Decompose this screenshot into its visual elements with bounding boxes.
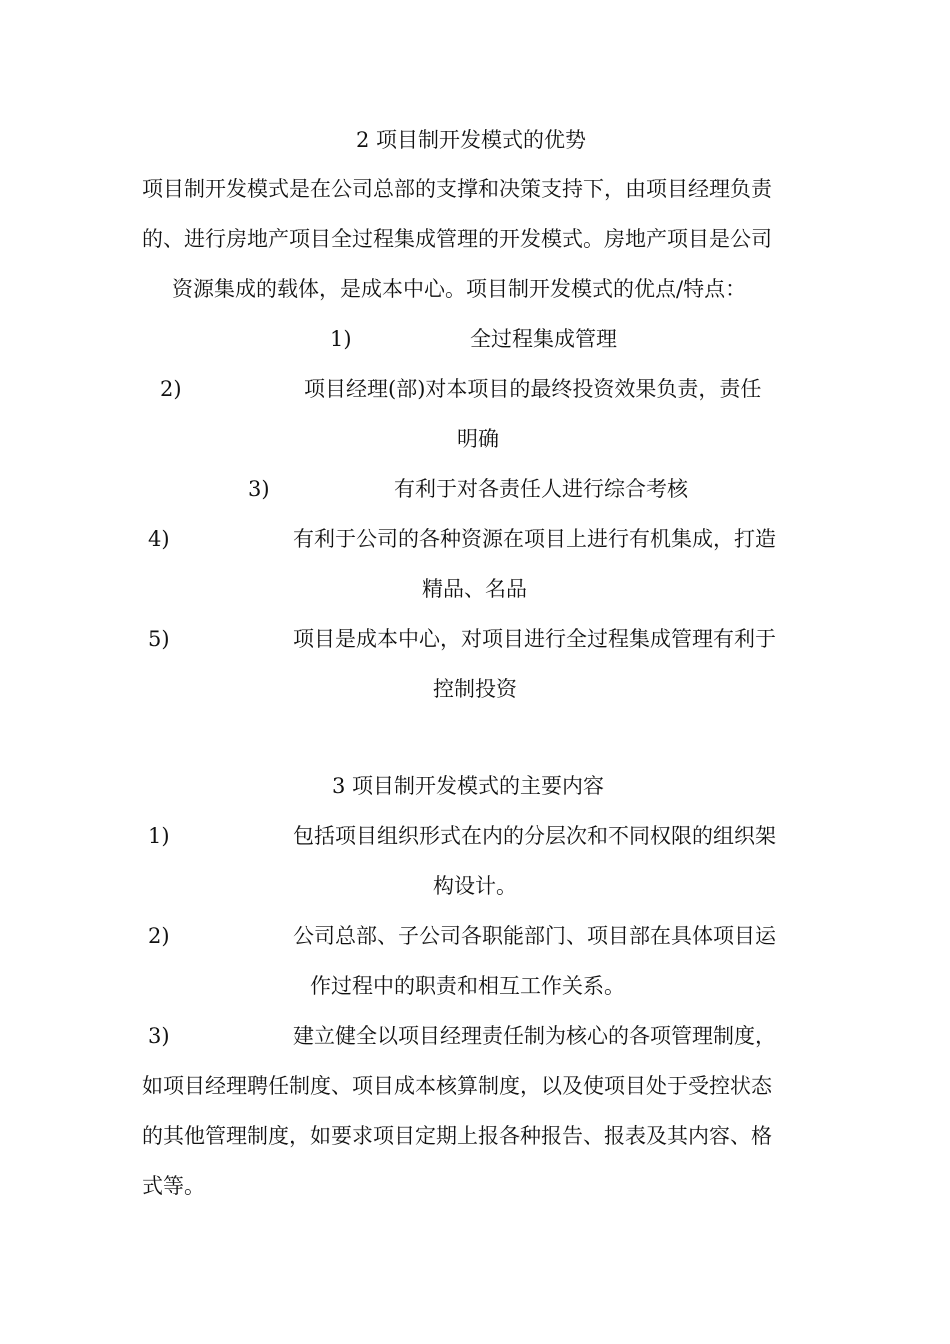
list-item-number: 2)	[160, 377, 182, 401]
list-item-text-cont: 的其他管理制度，如要求项目定期上报各种报告、报表及其内容、格	[142, 1124, 772, 1148]
intro-line-3: 资源集成的载体，是成本中心。项目制开发模式的优点/特点：	[172, 277, 747, 301]
intro-line-2: 的、进行房地产项目全过程集成管理的开发模式。房地产项目是公司	[142, 227, 772, 251]
list-item-text-cont: 精品、名品	[422, 577, 527, 601]
list-item-text-cont: 明确	[457, 427, 499, 451]
list-item-text: 项目是成本中心，对项目进行全过程集成管理有利于	[293, 627, 776, 651]
list-item-number: 2)	[148, 924, 170, 948]
list-item-text: 公司总部、子公司各职能部门、项目部在具体项目运	[293, 924, 776, 948]
list-item-text-cont: 作过程中的职责和相互工作关系。	[310, 974, 625, 998]
list-item-text-cont: 如项目经理聘任制度、项目成本核算制度，以及使项目处于受控状态	[142, 1074, 772, 1098]
list-item-number: 1)	[148, 824, 170, 848]
list-item-number: 4)	[148, 527, 170, 551]
list-item-text: 有利于对各责任人进行综合考核	[394, 477, 688, 501]
list-item-text: 包括项目组织形式在内的分层次和不同权限的组织架	[293, 824, 776, 848]
list-item-number: 5)	[148, 627, 170, 651]
list-item-text-cont: 式等。	[142, 1174, 205, 1198]
list-item-text: 有利于公司的各种资源在项目上进行有机集成，打造	[293, 527, 776, 551]
list-item-number: 1)	[330, 327, 352, 351]
list-item-text-cont: 控制投资	[433, 677, 517, 701]
list-item-text: 全过程集成管理	[470, 327, 617, 351]
intro-line-1: 项目制开发模式是在公司总部的支撑和决策支持下，由项目经理负责	[142, 177, 772, 201]
list-item-text: 项目经理(部)对本项目的最终投资效果负责，责任	[304, 377, 762, 401]
section-2-heading: 2 项目制开发模式的优势	[356, 128, 587, 152]
section-3-heading: 3 项目制开发模式的主要内容	[332, 774, 605, 798]
list-item-number: 3)	[148, 1024, 170, 1048]
list-item-text-cont: 构设计。	[433, 874, 517, 898]
list-item-text: 建立健全以项目经理责任制为核心的各项管理制度，	[293, 1024, 776, 1048]
list-item-number: 3)	[248, 477, 270, 501]
